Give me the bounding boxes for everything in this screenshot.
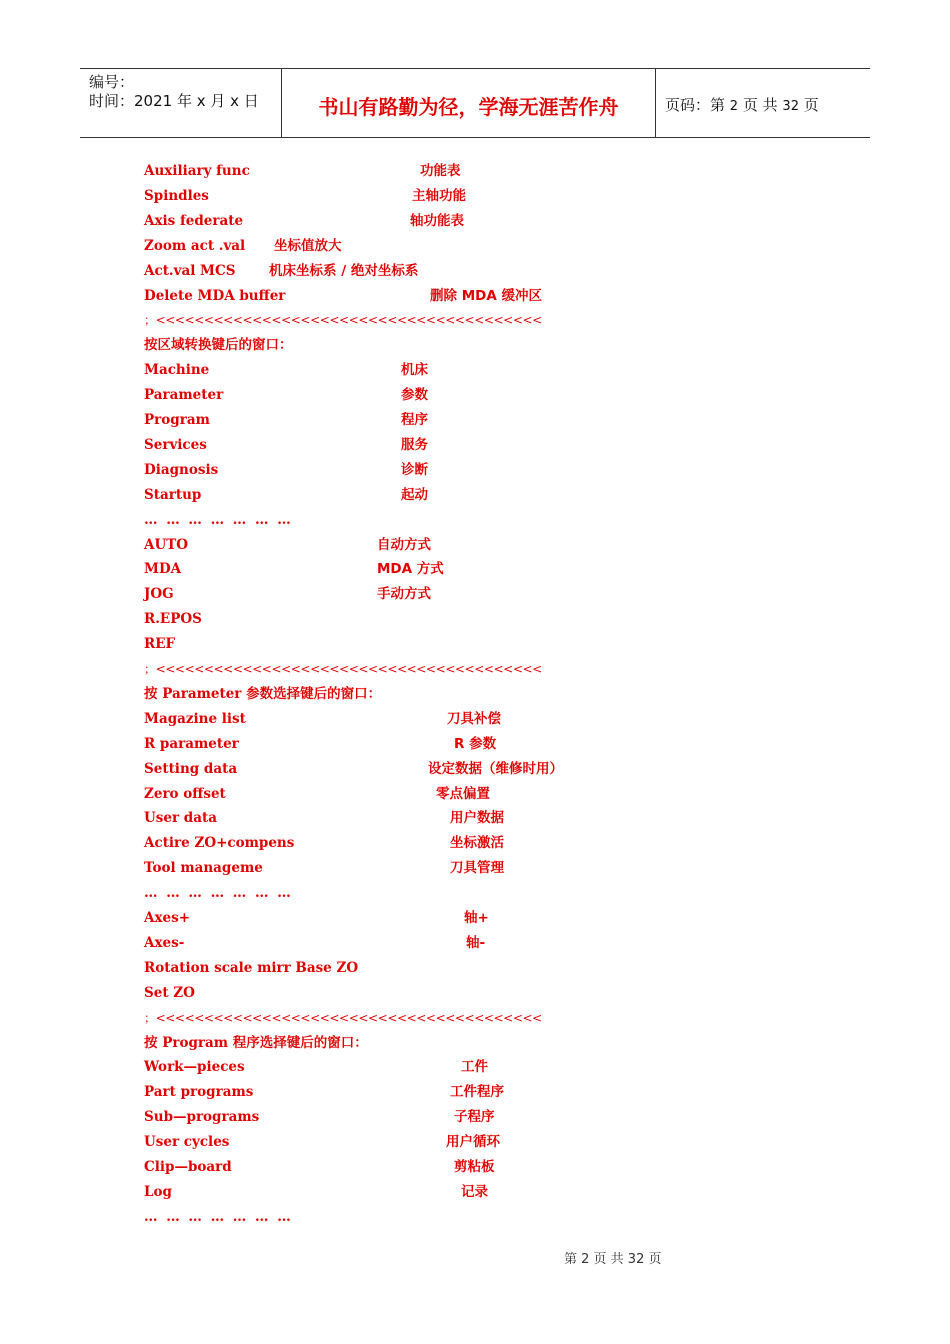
term-english: User data	[144, 810, 217, 827]
page-code-mid: 页 共	[742, 96, 778, 114]
text-line	[0, 1182, 950, 1202]
term-english: Diagnosis	[144, 461, 219, 478]
text-line	[0, 883, 950, 903]
text-line	[0, 958, 950, 978]
text-line	[0, 385, 950, 405]
term-chinese: 轴功能表	[410, 212, 464, 229]
text-line	[0, 833, 950, 853]
ellipsis-line: … … … … … … …	[144, 885, 293, 902]
term-chinese: MDA 方式	[377, 561, 444, 578]
text-line	[0, 559, 950, 579]
text-line	[0, 360, 950, 380]
text-line	[0, 310, 950, 330]
term-english: Act.val MCS	[144, 262, 236, 279]
text-line	[0, 759, 950, 779]
text-line	[0, 236, 950, 256]
text-line	[0, 908, 950, 928]
term-english: User cycles	[144, 1134, 230, 1151]
text-line	[0, 933, 950, 953]
term-chinese: 参数	[401, 387, 428, 404]
term-english: Work—pieces	[144, 1059, 245, 1076]
text-line	[0, 659, 950, 679]
ellipsis-line: … … … … … … …	[144, 511, 293, 528]
text-line	[0, 286, 950, 306]
page-code-suffix: 页	[803, 96, 819, 114]
text-line	[0, 485, 950, 505]
term-chinese: R 参数	[454, 735, 497, 752]
term-english: Tool manageme	[144, 860, 263, 877]
separator-line: ；<<<<<<<<<<<<<<<<<<<<<<<<<<<<<<<<<<<<<<<<	[144, 1010, 542, 1025]
separator-line: ；<<<<<<<<<<<<<<<<<<<<<<<<<<<<<<<<<<<<<<<<	[144, 313, 542, 328]
text-line	[0, 1008, 950, 1028]
term-chinese: 轴+	[464, 910, 489, 926]
term-chinese: 刀具补偿	[447, 710, 501, 727]
term-chinese: 用户循环	[446, 1134, 500, 1151]
text-line	[0, 535, 950, 555]
term-chinese: 坐标值放大	[274, 237, 342, 254]
term-english: Actire ZO+compens	[144, 835, 295, 852]
text-line	[0, 609, 950, 629]
text-line	[0, 211, 950, 231]
term-english: R parameter	[144, 735, 239, 752]
term-chinese: 设定数据（维修时用）	[428, 760, 563, 777]
term-chinese: 坐标激活	[450, 835, 504, 852]
text-line	[0, 1057, 950, 1077]
text-line	[0, 1107, 950, 1127]
term-chinese: 轴-	[466, 934, 486, 951]
time-label: 时间：2021 年 x 月 x 日	[89, 92, 259, 110]
term-english: Setting data	[144, 760, 238, 777]
page-total: 32	[782, 99, 799, 114]
term-chinese: 起动	[401, 486, 428, 503]
term-chinese: 刀具管理	[450, 860, 504, 877]
term-chinese: 诊断	[401, 461, 428, 478]
term-english: 按 Program 程序选择键后的窗口：	[144, 1034, 368, 1051]
text-line	[0, 784, 950, 804]
term-chinese: 手动方式	[377, 586, 431, 603]
text-line	[0, 186, 950, 206]
term-english: JOG	[144, 586, 174, 603]
term-english: Program	[144, 412, 210, 428]
text-line	[0, 634, 950, 654]
term-chinese: 主轴功能	[412, 187, 466, 204]
text-line	[0, 261, 950, 281]
term-english: Parameter	[144, 387, 224, 404]
text-line	[0, 510, 950, 530]
term-chinese: 自动方式	[377, 536, 431, 553]
page-code-prefix: 页码：第	[665, 96, 726, 114]
text-line	[0, 709, 950, 729]
text-line	[0, 808, 950, 828]
text-line	[0, 435, 950, 455]
term-english: Axes-	[144, 934, 185, 951]
term-english: Sub—programs	[144, 1109, 260, 1126]
term-english: 按区域转换键后的窗口：	[144, 337, 293, 354]
text-line	[0, 858, 950, 878]
text-line	[0, 1132, 950, 1152]
term-english: Part programs	[144, 1084, 254, 1101]
term-chinese: 零点偏置	[436, 785, 490, 802]
text-line	[0, 734, 950, 754]
term-english: Services	[144, 436, 207, 453]
term-english: Spindles	[144, 187, 209, 204]
term-english: Machine	[144, 362, 210, 379]
term-chinese: 用户数据	[450, 810, 504, 827]
term-english: Magazine list	[144, 710, 246, 727]
text-line	[0, 1082, 950, 1102]
term-english: AUTO	[144, 536, 189, 553]
motto-text: 书山有路勤为径，学海无涯苦作舟	[318, 95, 619, 119]
term-chinese: 服务	[401, 436, 428, 453]
term-chinese: 工件程序	[450, 1084, 504, 1101]
term-chinese: 功能表	[420, 163, 461, 179]
term-english: Set ZO	[144, 984, 195, 1001]
term-english: Startup	[144, 486, 202, 503]
term-chinese: 记录	[461, 1183, 488, 1200]
term-chinese: 子程序	[454, 1109, 495, 1126]
term-chinese: 机床坐标系 / 绝对坐标系	[269, 262, 419, 279]
text-line	[0, 584, 950, 604]
separator-line: ；<<<<<<<<<<<<<<<<<<<<<<<<<<<<<<<<<<<<<<<<	[144, 662, 542, 676]
term-english: Axes+	[144, 910, 191, 926]
text-line	[0, 1033, 950, 1053]
text-line	[0, 460, 950, 480]
term-english: Auxiliary func	[144, 163, 250, 179]
term-chinese: 删除 MDA 缓冲区	[430, 287, 542, 304]
term-chinese: 剪粘板	[454, 1159, 495, 1175]
term-chinese: 工件	[461, 1059, 488, 1076]
ellipsis-line: … … … … … … …	[144, 1208, 293, 1225]
term-english: Clip—board	[144, 1159, 232, 1175]
term-english: MDA	[144, 561, 182, 578]
term-english: R.EPOS	[144, 611, 202, 628]
text-line	[0, 983, 950, 1003]
text-line	[0, 1207, 950, 1227]
text-line	[0, 684, 950, 704]
term-english: Rotation scale mirr Base ZO	[144, 959, 359, 976]
term-english: Log	[144, 1183, 172, 1200]
term-english: Zero offset	[144, 785, 226, 802]
term-chinese: 机床	[401, 362, 428, 379]
page-current: 2	[729, 99, 739, 114]
text-line	[0, 410, 950, 430]
page-footer: 第 2 页 共 32 页	[564, 1252, 662, 1267]
text-line	[0, 1157, 950, 1177]
term-english: Zoom act .val	[144, 237, 246, 254]
term-english: Delete MDA buffer	[144, 287, 286, 304]
text-line	[0, 335, 950, 355]
term-chinese: 程序	[401, 412, 428, 428]
term-english: Axis federate	[144, 212, 244, 229]
text-line	[0, 161, 950, 181]
number-label: 编号：	[89, 73, 135, 91]
term-english: REF	[144, 636, 176, 653]
term-english: 按 Parameter 参数选择键后的窗口：	[144, 685, 382, 702]
